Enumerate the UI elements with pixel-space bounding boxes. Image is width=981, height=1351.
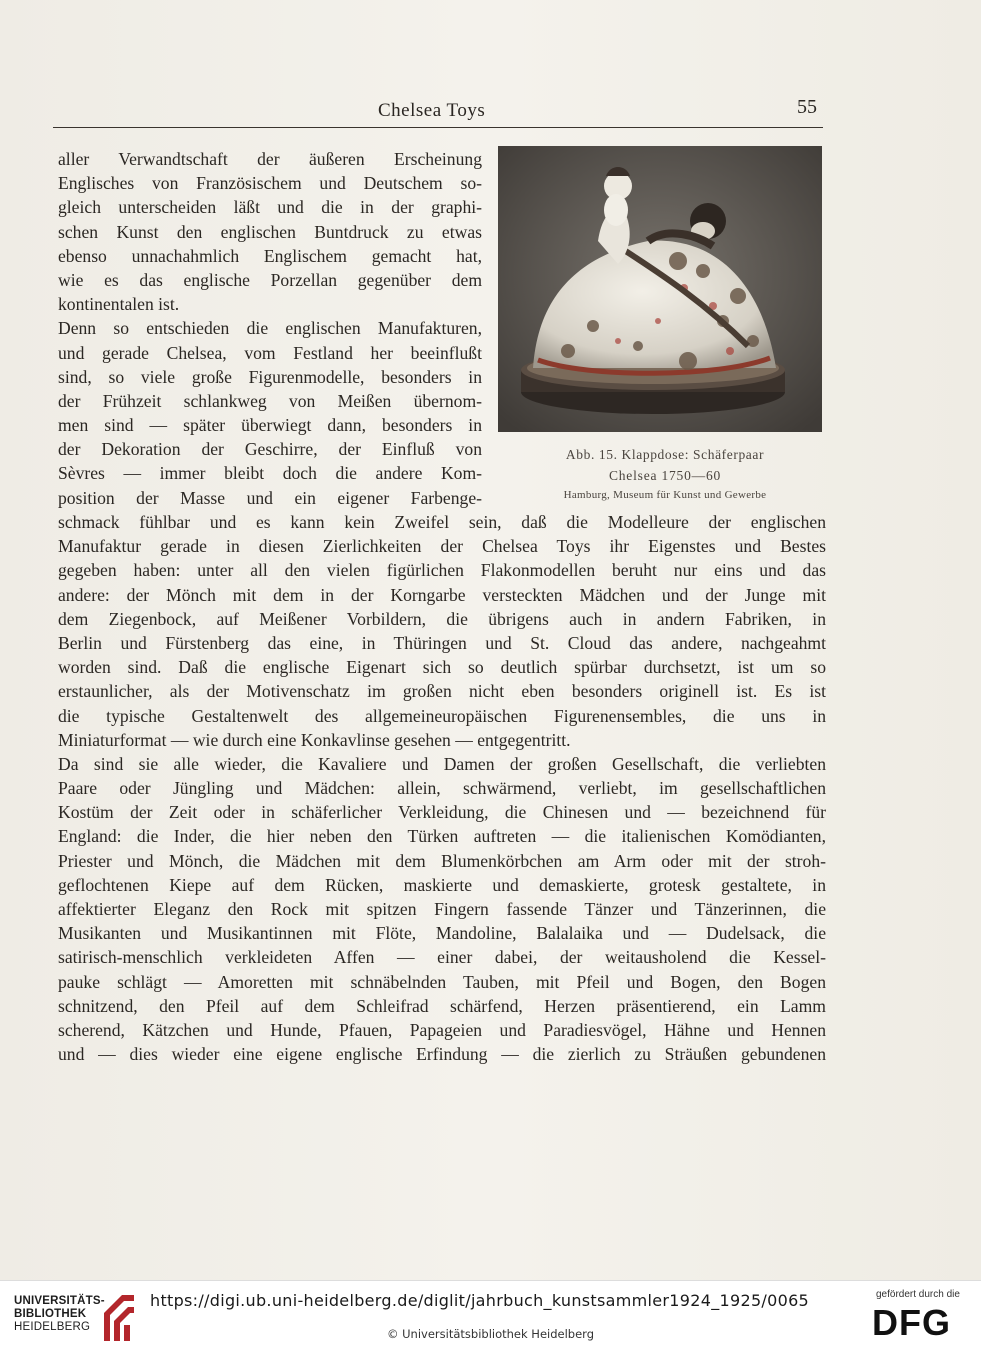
footer-bar	[0, 1280, 981, 1351]
caption-location: Hamburg, Museum für Kunst und Gewerbe	[563, 489, 767, 501]
header-rule	[53, 127, 823, 128]
text-line: Sèvres — immer bleibt doch die andere Kom-	[58, 463, 482, 484]
text-line: Manufaktur gerade in diesen Zierlichkeiten der Chelsea Toys ihr Eigenstes und Bestes	[58, 536, 826, 557]
text-line: worden sind. Daß die englische Eigenart sich so deutlich spürbar durchsetzt, ist um so	[58, 657, 826, 678]
library-name-line2: BIBLIOTHEK	[14, 1308, 87, 1320]
text-line: der Frühzeit schlankweg von Meißen übernom-	[58, 390, 482, 411]
text-line: Kostüm der Zeit oder in schäferlicher Verkleidung, die Chinesen und — bezeichnend für	[58, 802, 826, 823]
body-text-wide	[58, 510, 826, 1066]
page-number: 55	[797, 96, 817, 118]
text-line: Miniaturformat — wie durch eine Konkavlinse gesehen — entgegentritt.	[58, 729, 571, 750]
text-line: Berlin und Fürstenberg das eine, in Thüringen und St. Cloud das andere, nachgeahmt	[58, 632, 826, 653]
text-line: und gerade Chelsea, vom Festland her beeinflußt	[58, 342, 482, 363]
text-line: der Dekoration der Geschirre, der Einfluß von	[58, 439, 482, 460]
text-line: Musikanten und Musikantinnen mit Flöte, Mandoline, Balalaika und — Dudelsack, die	[58, 923, 826, 944]
text-line: wie es das englische Porzellan gegenüber dem	[58, 269, 482, 290]
text-line: gegeben haben: unter all den vielen figürlichen Flakonmodellen beruht nur eins und das	[58, 560, 826, 581]
text-line: sind, so viele große Figurenmodelle, besonders in	[58, 366, 482, 387]
text-line: position der Masse und ein eigener Farbenge-	[58, 487, 482, 508]
running-title: Chelsea Toys	[378, 100, 486, 121]
text-line: affektierter Eleganz den Rock mit spitzen Fingern fassende Tänzer und Tänzerinnen, die	[58, 899, 826, 919]
text-line: schen Kunst den englischen Buntdruck zu etwas	[58, 221, 482, 242]
text-line: scherend, Kätzchen und Hunde, Pfauen, Papageien und Paradiesvögel, Hähne und Hennen	[58, 1019, 826, 1040]
text-line: men sind — später überwiegt dann, besonders in	[58, 415, 482, 436]
text-line: aller Verwandtschaft der äußeren Erscheinung	[58, 149, 482, 169]
text-line: England: die Inder, die hier neben den Türken auftreten — die italienischen Komödianten,	[58, 826, 826, 847]
library-name-line1: UNIVERSITÄTS-	[14, 1295, 105, 1307]
figure-caption	[520, 444, 810, 505]
text-line: und — dies wieder eine eigene englische Erfindung — die zierlich zu Sträußen gebundenen	[58, 1044, 826, 1065]
text-line: pauke schlägt — Amoretten mit schnäbelnden Tauben, mit Pfeil und Bogen, den Bogen	[58, 971, 826, 992]
figure-photo	[498, 146, 822, 432]
text-line: schnitzend, den Pfeil auf dem Schleifrad schärfend, Herzen präsentierend, ein Lamm	[58, 995, 826, 1016]
funding-note: gefördert durch die	[876, 1289, 960, 1300]
copyright-notice: © Universitätsbibliothek Heidelberg	[386, 1327, 594, 1341]
text-line: Paare oder Jüngling und Mädchen: allein, schwärmend, verliebt, im gesellschaftlichen	[58, 778, 826, 799]
porcelain-figure-image	[498, 146, 822, 432]
text-line: Da sind sie alle wieder, die Kavaliere und Damen der großen Gesellschaft, die verliebten	[58, 753, 826, 774]
text-line: kontinentalen ist.	[58, 294, 180, 315]
text-line: ebenso unnachahmlich Englischem gemacht hat,	[58, 245, 482, 266]
text-line: Priester und Mönch, die Mädchen mit dem Blumenkörbchen am Arm oder mit der stroh-	[58, 850, 826, 871]
text-line: satirisch-menschlich verkleideten Affen — einer dabei, der weitausholend die Kessel-	[58, 947, 826, 968]
caption-title: Abb. 15. Klappdose: Schäferpaar	[565, 447, 765, 462]
permalink-url[interactable]: https://digi.ub.uni-heidelberg.de/diglit/jahrbuch_kunstsammler1924_1925/0065	[150, 1291, 810, 1310]
text-line: dem Ziegenbock, auf Meißener Vorbildern, die übrigens auch in andern Fabriken, in	[58, 608, 826, 629]
text-line: schmack fühlbar und es kann kein Zweifel sein, daß die Modelleure der englischen	[58, 512, 826, 532]
text-line: andere: der Mönch mit dem in der Korngarbe versteckten Mädchen und der Junge mit	[58, 584, 826, 605]
running-head	[0, 96, 981, 128]
text-line: Denn so entschieden die englischen Manufakturen,	[58, 318, 482, 339]
dfg-logo: DFG	[872, 1302, 951, 1343]
text-line: gleich unterscheiden läßt und die in der graphi-	[58, 197, 482, 218]
text-line: erstaunlicher, als der Motivenschatz im großen nicht eben besonders originell ist. Es ist	[58, 681, 826, 702]
body-text-narrow	[58, 147, 482, 510]
text-line: geflochtenen Kiepe auf dem Rücken, maskierte und demaskierte, grotesk gestaltete, in	[58, 874, 826, 895]
caption-date: Chelsea 1750—60	[608, 468, 722, 483]
text-line: Englisches von Französischem und Deutschem so-	[58, 173, 482, 194]
library-name-line3: HEIDELBERG	[14, 1321, 91, 1333]
text-line: die typische Gestaltenwelt des allgemeineuropäischen Figurenensembles, die uns in	[58, 705, 826, 726]
